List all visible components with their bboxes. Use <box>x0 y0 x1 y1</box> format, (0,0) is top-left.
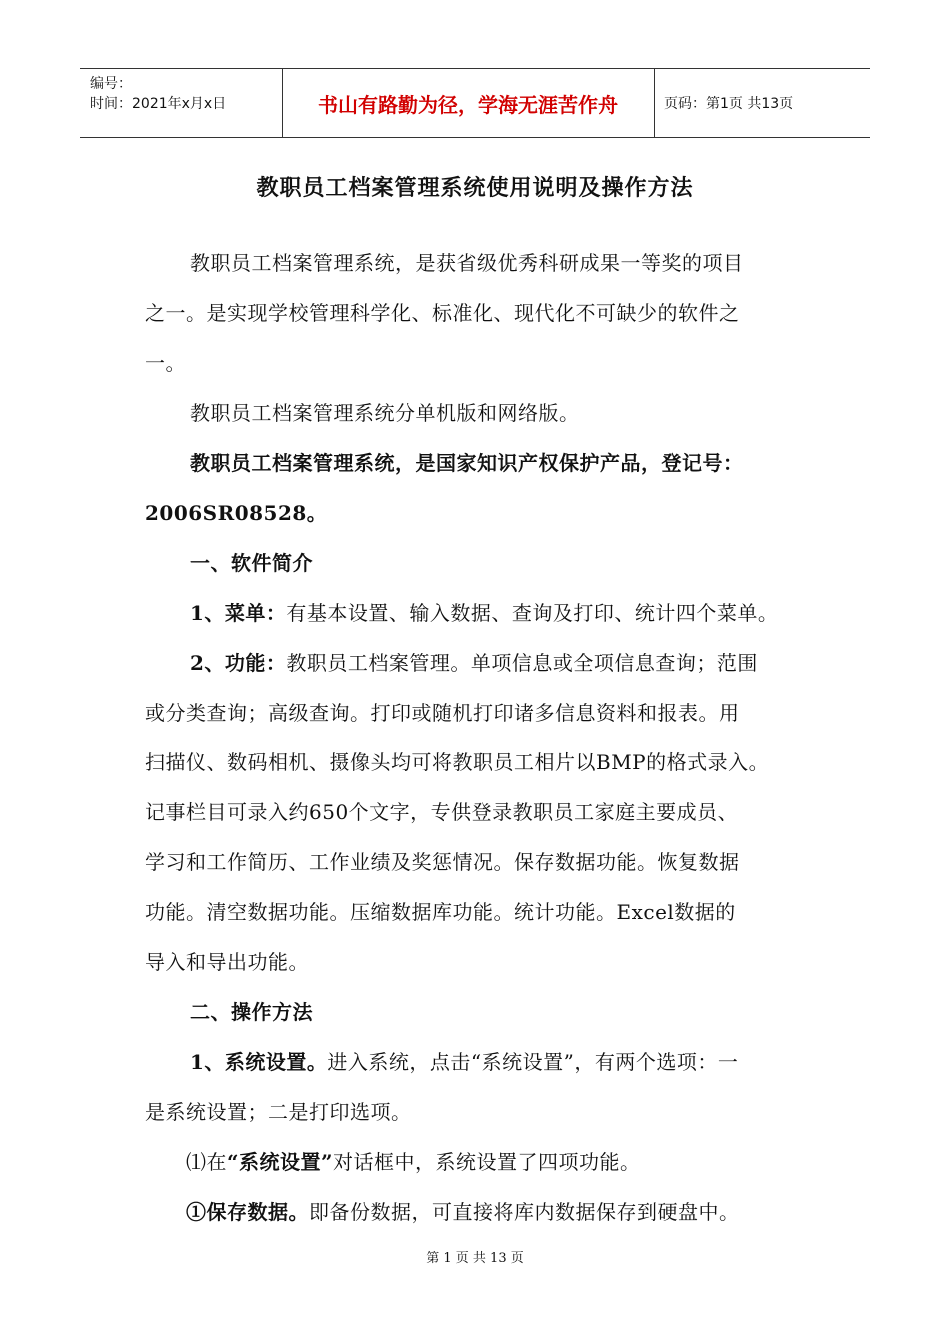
item-label: ①保存数据。 <box>186 1200 309 1224</box>
paragraph-line: 教职员工档案管理系统，是获省级优秀科研成果一等奖的项目 <box>190 251 744 275</box>
paragraph-line-bold: 教职员工档案管理系统，是国家知识产权保护产品，登记号： <box>190 451 744 475</box>
header-meta-cell <box>80 69 283 137</box>
item-label: 1、菜单： <box>190 601 287 625</box>
motto: 书山有路勤为径，学海无涯苦作舟 <box>282 69 655 137</box>
item-text: 对话框中，系统设置了四项功能。 <box>333 1150 641 1174</box>
section-heading: 一、软件简介 <box>190 551 313 575</box>
number-label: 编号： <box>90 76 132 92</box>
item-marker: ⑴在 <box>186 1150 227 1174</box>
paragraph-line <box>190 1046 738 1075</box>
paragraph-line: 记事栏目可录入约650个文字，专供登录教职员工家庭主要成员、 <box>145 800 739 824</box>
paragraph-line: 导入和导出功能。 <box>145 950 309 974</box>
page-info: 页码：第1页 共13页 <box>664 96 794 112</box>
section-heading: 二、操作方法 <box>190 1000 313 1024</box>
paragraph-line <box>186 1146 641 1175</box>
paragraph-line: 一。 <box>145 351 186 375</box>
page-footer: 第 1 页 共 13 页 <box>426 1251 524 1266</box>
time-label: 时间：2021年x月x日 <box>90 96 227 112</box>
dialog-name: “系统设置” <box>227 1150 334 1174</box>
registration-number: 2006SR08528。 <box>145 501 328 525</box>
item-text: 进入系统，点击“系统设置”，有两个选项：一 <box>327 1050 739 1074</box>
paragraph-line: 功能。清空数据功能。压缩数据库功能。统计功能。Excel数据的 <box>145 900 736 924</box>
paragraph-line: 教职员工档案管理系统分单机版和网络版。 <box>190 401 580 425</box>
item-text: 即备份数据，可直接将库内数据保存到硬盘中。 <box>309 1200 740 1224</box>
item-text: 教职员工档案管理。单项信息或全项信息查询；范围 <box>286 651 758 675</box>
paragraph-line: 扫描仪、数码相机、摄像头均可将教职员工相片以BMP的格式录入。 <box>145 750 770 774</box>
paragraph-line: 之一。是实现学校管理科学化、标准化、现代化不可缺少的软件之 <box>145 301 740 325</box>
item-label: 1、系统设置。 <box>190 1050 328 1074</box>
paragraph-line <box>186 1196 740 1225</box>
paragraph-line: 是系统设置；二是打印选项。 <box>145 1100 412 1124</box>
document-title: 教职员工档案管理系统使用说明及操作方法 <box>256 175 694 201</box>
item-label: 2、功能： <box>190 651 287 675</box>
paragraph-line: 学习和工作简历、工作业绩及奖惩情况。保存数据功能。恢复数据 <box>145 850 740 874</box>
item-text: 有基本设置、输入数据、查询及打印、统计四个菜单。 <box>286 601 779 625</box>
paragraph-line <box>190 647 758 676</box>
header-table <box>80 68 870 138</box>
paragraph-line: 或分类查询；高级查询。打印或随机打印诸多信息资料和报表。用 <box>145 701 740 725</box>
paragraph-line <box>190 597 778 626</box>
